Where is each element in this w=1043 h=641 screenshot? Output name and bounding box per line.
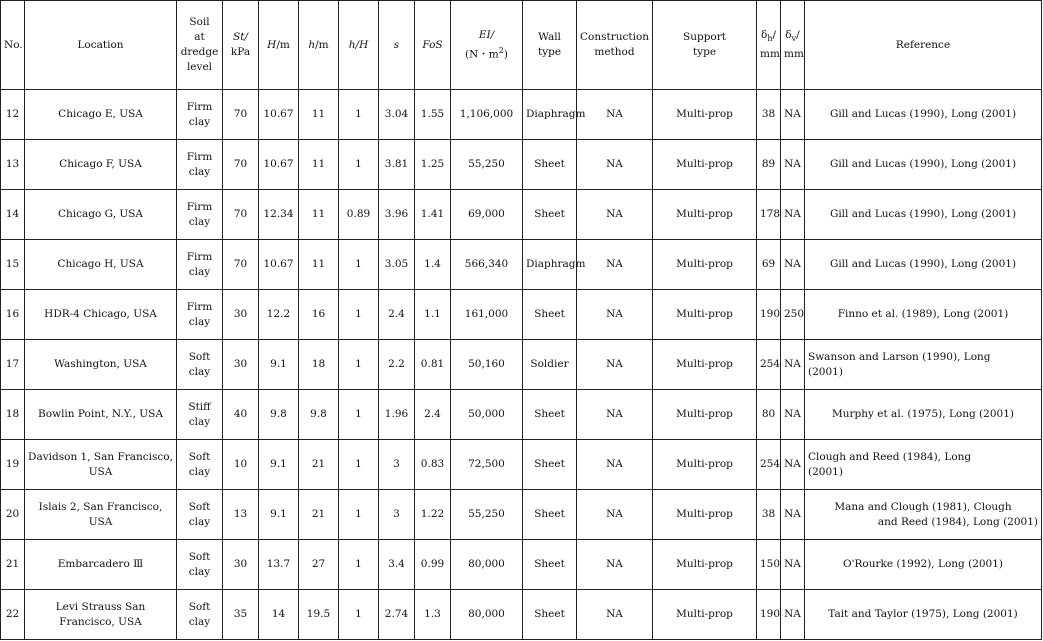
cell-construction: NA xyxy=(577,440,653,490)
cell-reference xyxy=(805,540,1042,590)
header-no: No. xyxy=(1,1,25,90)
cell-clay-thickness: 18 xyxy=(299,340,339,390)
table-row xyxy=(1,290,1042,340)
cell-wall-type: Diaphragm xyxy=(523,240,577,290)
header-soil-line: level xyxy=(186,61,213,73)
cell-reference xyxy=(805,340,1042,390)
header-support-line: Support xyxy=(683,31,726,43)
cell-delta-h: 38 xyxy=(757,490,781,540)
table-row xyxy=(1,440,1042,490)
cell-s: 2.4 xyxy=(379,290,415,340)
table-row xyxy=(1,90,1042,140)
cell-excavation-depth: 9.8 xyxy=(259,390,299,440)
header-delta-h xyxy=(757,1,781,90)
header-reference: Reference xyxy=(805,1,1042,90)
cell-reference xyxy=(805,590,1042,640)
cell-excavation-depth: 12.34 xyxy=(259,190,299,240)
cell-delta-h: 38 xyxy=(757,90,781,140)
header-st xyxy=(223,1,259,90)
cell-excavation-depth: 10.67 xyxy=(259,140,299,190)
header-soil xyxy=(177,1,223,90)
cell-s: 3.04 xyxy=(379,90,415,140)
cell-fos: 1.3 xyxy=(415,590,451,640)
cell-st: 40 xyxy=(223,390,259,440)
cell-support: Multi-prop xyxy=(653,140,757,190)
header-H-symbol: H xyxy=(267,38,277,51)
soil-line: clay xyxy=(188,565,211,578)
cell-delta-h: 190 xyxy=(757,290,781,340)
cell-st: 70 xyxy=(223,140,259,190)
cell-ei: 80,000 xyxy=(451,540,523,590)
reference-line: Gill and Lucas (1990), Long (2001) xyxy=(829,108,1017,120)
header-soil-line: Soil xyxy=(189,16,210,28)
cell-s: 2.74 xyxy=(379,590,415,640)
cell-h-over-H: 1 xyxy=(339,590,379,640)
cell-wall-type: Diaphragm xyxy=(523,90,577,140)
cell-support: Multi-prop xyxy=(653,590,757,640)
cell-h-over-H: 1 xyxy=(339,90,379,140)
cell-fos: 2.4 xyxy=(415,390,451,440)
cell-delta-h: 150 xyxy=(757,540,781,590)
cell-fos: 1.4 xyxy=(415,240,451,290)
cell-h-over-H: 0.89 xyxy=(339,190,379,240)
cell-fos: 0.99 xyxy=(415,540,451,590)
header-delta-h-slash: / xyxy=(772,29,777,42)
soil-line: Soft xyxy=(188,450,211,463)
soil-line: clay xyxy=(188,515,211,528)
header-ei-symbol: EI/ xyxy=(478,28,495,41)
cell-wall-type: Sheet xyxy=(523,540,577,590)
cell-ei: 72,500 xyxy=(451,440,523,490)
cell-soil xyxy=(177,340,223,390)
header-excavation-depth xyxy=(259,1,299,90)
cell-construction: NA xyxy=(577,390,653,440)
reference-line: Tait and Taylor (1975), Long (2001) xyxy=(828,608,1018,620)
header-row xyxy=(1,1,1042,90)
soil-line: clay xyxy=(188,165,211,178)
cell-wall-type: Sheet xyxy=(523,590,577,640)
cell-delta-h: 80 xyxy=(757,390,781,440)
header-ei-unit: (N・m xyxy=(465,48,499,61)
cell-reference xyxy=(805,390,1042,440)
cell-construction: NA xyxy=(577,240,653,290)
reference-line: Gill and Lucas (1990), Long (2001) xyxy=(829,208,1017,220)
reference-line: Mana and Clough (1981), Clough xyxy=(834,500,1012,513)
cell-clay-thickness: 21 xyxy=(299,490,339,540)
cell-soil xyxy=(177,540,223,590)
cell-no: 17 xyxy=(1,340,25,390)
cell-support: Multi-prop xyxy=(653,290,757,340)
cell-delta-h: 89 xyxy=(757,140,781,190)
cell-soil xyxy=(177,190,223,240)
header-ei xyxy=(451,1,523,90)
cell-fos: 0.83 xyxy=(415,440,451,490)
cell-ei: 80,000 xyxy=(451,590,523,640)
cell-delta-v: NA xyxy=(781,140,805,190)
header-construction-line: Construction xyxy=(580,31,650,43)
cell-location: HDR-4 Chicago, USA xyxy=(25,290,177,340)
soil-line: clay xyxy=(188,265,211,278)
soil-line: Soft xyxy=(188,550,211,563)
cell-clay-thickness: 11 xyxy=(299,140,339,190)
cell-h-over-H: 1 xyxy=(339,340,379,390)
cell-reference xyxy=(805,140,1042,190)
cell-location: Levi Strauss San Francisco, USA xyxy=(25,590,177,640)
cell-support: Multi-prop xyxy=(653,440,757,490)
cell-excavation-depth: 9.1 xyxy=(259,440,299,490)
soil-line: Soft xyxy=(188,350,211,363)
soil-line: clay xyxy=(188,415,211,428)
table-row xyxy=(1,390,1042,440)
header-H-unit: /m xyxy=(276,38,290,51)
reference-line: (2001) xyxy=(808,465,843,478)
cell-soil xyxy=(177,390,223,440)
cell-soil xyxy=(177,590,223,640)
cell-s: 3.96 xyxy=(379,190,415,240)
cell-clay-thickness: 9.8 xyxy=(299,390,339,440)
cell-delta-h: 190 xyxy=(757,590,781,640)
cell-clay-thickness: 11 xyxy=(299,190,339,240)
header-wall-type: Wall type xyxy=(523,1,577,90)
cell-fos: 0.81 xyxy=(415,340,451,390)
header-delta-v-sub: v xyxy=(791,34,797,44)
cell-delta-v: NA xyxy=(781,240,805,290)
header-st-unit: kPa xyxy=(230,46,251,58)
soil-line: clay xyxy=(188,465,211,478)
cell-construction: NA xyxy=(577,290,653,340)
cell-no: 20 xyxy=(1,490,25,540)
cell-soil xyxy=(177,490,223,540)
cell-delta-v: NA xyxy=(781,540,805,590)
header-construction xyxy=(577,1,653,90)
cell-wall-type: Sheet xyxy=(523,490,577,540)
reference-line: (2001) xyxy=(808,365,843,378)
cell-excavation-depth: 13.7 xyxy=(259,540,299,590)
cell-ei: 566,340 xyxy=(451,240,523,290)
cell-st: 70 xyxy=(223,240,259,290)
cell-no: 22 xyxy=(1,590,25,640)
cell-delta-v: NA xyxy=(781,90,805,140)
soil-line: Soft xyxy=(188,600,211,613)
cell-no: 12 xyxy=(1,90,25,140)
cell-no: 14 xyxy=(1,190,25,240)
cell-clay-thickness: 27 xyxy=(299,540,339,590)
cell-ei: 55,250 xyxy=(451,490,523,540)
cell-ei: 50,160 xyxy=(451,340,523,390)
cell-wall-type: Soldier xyxy=(523,340,577,390)
cell-st: 10 xyxy=(223,440,259,490)
header-delta-v xyxy=(781,1,805,90)
cell-s: 3.05 xyxy=(379,240,415,290)
cell-excavation-depth: 12.2 xyxy=(259,290,299,340)
cell-reference xyxy=(805,90,1042,140)
header-construction-line: method xyxy=(594,46,635,58)
cell-ei: 1,106,000 xyxy=(451,90,523,140)
cell-support: Multi-prop xyxy=(653,390,757,440)
cell-delta-h: 254 xyxy=(757,440,781,490)
reference-line: Finno et al. (1989), Long (2001) xyxy=(837,308,1009,320)
cell-delta-h: 254 xyxy=(757,340,781,390)
header-delta-h-symbol: δ xyxy=(760,29,768,42)
cell-clay-thickness: 11 xyxy=(299,90,339,140)
cell-soil xyxy=(177,90,223,140)
cell-h-over-H: 1 xyxy=(339,240,379,290)
cell-s: 3 xyxy=(379,490,415,540)
cell-h-over-H: 1 xyxy=(339,290,379,340)
cell-location: Chicago G, USA xyxy=(25,190,177,240)
header-h-unit: /m xyxy=(315,38,329,51)
cell-h-over-H: 1 xyxy=(339,540,379,590)
cell-location: Washington, USA xyxy=(25,340,177,390)
cell-soil xyxy=(177,290,223,340)
soil-line: Firm xyxy=(186,150,213,163)
cell-reference xyxy=(805,240,1042,290)
cell-excavation-depth: 9.1 xyxy=(259,490,299,540)
cell-h-over-H: 1 xyxy=(339,490,379,540)
header-delta-v-symbol: δ xyxy=(785,29,792,42)
cell-location: Chicago E, USA xyxy=(25,90,177,140)
table-row xyxy=(1,240,1042,290)
cell-construction: NA xyxy=(577,590,653,640)
reference-line: Gill and Lucas (1990), Long (2001) xyxy=(829,158,1017,170)
cell-st: 70 xyxy=(223,90,259,140)
cell-construction: NA xyxy=(577,340,653,390)
cell-support: Multi-prop xyxy=(653,490,757,540)
cell-no: 13 xyxy=(1,140,25,190)
table-row xyxy=(1,490,1042,540)
cell-excavation-depth: 9.1 xyxy=(259,340,299,390)
cell-location: Embarcadero Ⅲ xyxy=(25,540,177,590)
soil-line: Stiff xyxy=(188,400,211,413)
header-st-symbol: St/ xyxy=(233,31,248,43)
cell-support: Multi-prop xyxy=(653,340,757,390)
header-s: s xyxy=(379,1,415,90)
cell-support: Multi-prop xyxy=(653,190,757,240)
cell-st: 30 xyxy=(223,290,259,340)
cell-no: 19 xyxy=(1,440,25,490)
cell-soil xyxy=(177,240,223,290)
table-row xyxy=(1,590,1042,640)
cell-reference xyxy=(805,490,1042,540)
soil-line: Firm xyxy=(186,300,213,313)
cell-wall-type: Sheet xyxy=(523,290,577,340)
cell-excavation-depth: 10.67 xyxy=(259,90,299,140)
cell-excavation-depth: 14 xyxy=(259,590,299,640)
cell-s: 1.96 xyxy=(379,390,415,440)
header-delta-v-unit: mm xyxy=(784,47,804,60)
cell-fos: 1.41 xyxy=(415,190,451,240)
cell-construction: NA xyxy=(577,140,653,190)
cell-wall-type: Sheet xyxy=(523,390,577,440)
table-row xyxy=(1,140,1042,190)
cell-wall-type: Sheet xyxy=(523,190,577,240)
cell-ei: 161,000 xyxy=(451,290,523,340)
header-location: Location xyxy=(25,1,177,90)
cell-clay-thickness: 21 xyxy=(299,440,339,490)
reference-line: Gill and Lucas (1990), Long (2001) xyxy=(829,258,1017,270)
cell-soil xyxy=(177,140,223,190)
cell-support: Multi-prop xyxy=(653,540,757,590)
cell-location: Islais 2, San Francisco, USA xyxy=(25,490,177,540)
cell-delta-v: NA xyxy=(781,440,805,490)
cell-wall-type: Sheet xyxy=(523,440,577,490)
cell-h-over-H: 1 xyxy=(339,140,379,190)
cell-fos: 1.1 xyxy=(415,290,451,340)
header-fos: FoS xyxy=(415,1,451,90)
soil-line: Firm xyxy=(186,250,213,263)
cell-s: 3 xyxy=(379,440,415,490)
cell-st: 30 xyxy=(223,540,259,590)
cell-st: 70 xyxy=(223,190,259,240)
cell-fos: 1.55 xyxy=(415,90,451,140)
cell-support: Multi-prop xyxy=(653,240,757,290)
cell-excavation-depth: 10.67 xyxy=(259,240,299,290)
cell-clay-thickness: 11 xyxy=(299,240,339,290)
header-ei-exponent: 2 xyxy=(498,45,504,55)
header-delta-h-sub: h xyxy=(767,34,773,44)
cell-construction: NA xyxy=(577,190,653,240)
cell-no: 16 xyxy=(1,290,25,340)
cell-soil xyxy=(177,440,223,490)
header-h-over-H: h/H xyxy=(339,1,379,90)
cell-clay-thickness: 16 xyxy=(299,290,339,340)
table-row xyxy=(1,340,1042,390)
soil-line: clay xyxy=(188,215,211,228)
cell-fos: 1.25 xyxy=(415,140,451,190)
cell-delta-v: NA xyxy=(781,190,805,240)
cell-s: 3.4 xyxy=(379,540,415,590)
table-row xyxy=(1,540,1042,590)
cell-st: 13 xyxy=(223,490,259,540)
reference-line: and Reed (1984), Long (2001) xyxy=(877,515,1038,528)
header-delta-h-unit: mm xyxy=(760,47,780,60)
reference-line: Swanson and Larson (1990), Long xyxy=(808,350,991,363)
cell-location: Davidson 1, San Francisco, USA xyxy=(25,440,177,490)
cell-no: 21 xyxy=(1,540,25,590)
cell-st: 30 xyxy=(223,340,259,390)
soil-line: Firm xyxy=(186,200,213,213)
cell-delta-v: NA xyxy=(781,340,805,390)
cell-delta-v: NA xyxy=(781,390,805,440)
header-soil-line: at xyxy=(194,31,205,43)
cell-reference xyxy=(805,440,1042,490)
header-soil-line: dredge xyxy=(180,46,219,58)
cell-location: Chicago F, USA xyxy=(25,140,177,190)
cell-delta-v: 250 xyxy=(781,290,805,340)
header-h-symbol: h xyxy=(308,38,316,51)
table-row xyxy=(1,190,1042,240)
soil-line: Soft xyxy=(188,500,211,513)
reference-line: Murphy et al. (1975), Long (2001) xyxy=(832,408,1014,420)
cell-reference xyxy=(805,190,1042,240)
cell-support: Multi-prop xyxy=(653,90,757,140)
cell-delta-h: 69 xyxy=(757,240,781,290)
cell-no: 18 xyxy=(1,390,25,440)
header-support xyxy=(653,1,757,90)
cell-s: 3.81 xyxy=(379,140,415,190)
cell-reference xyxy=(805,290,1042,340)
reference-line: O'Rourke (1992), Long (2001) xyxy=(842,558,1004,570)
header-support-line: type xyxy=(692,46,717,58)
cell-construction: NA xyxy=(577,90,653,140)
header-delta-v-slash: / xyxy=(796,29,800,42)
soil-line: clay xyxy=(188,315,211,328)
cell-h-over-H: 1 xyxy=(339,390,379,440)
soil-line: Firm xyxy=(186,100,213,113)
cell-location: Bowlin Point, N.Y., USA xyxy=(25,390,177,440)
cell-delta-v: NA xyxy=(781,490,805,540)
cell-no: 15 xyxy=(1,240,25,290)
soil-line: clay xyxy=(188,115,211,128)
cell-construction: NA xyxy=(577,540,653,590)
cell-fos: 1.22 xyxy=(415,490,451,540)
soil-line: clay xyxy=(188,615,211,628)
cell-clay-thickness: 19.5 xyxy=(299,590,339,640)
cell-ei: 55,250 xyxy=(451,140,523,190)
reference-line: Clough and Reed (1984), Long xyxy=(808,450,972,463)
cell-ei: 50,000 xyxy=(451,390,523,440)
header-clay-thickness xyxy=(299,1,339,90)
cell-delta-h: 178 xyxy=(757,190,781,240)
cell-location: Chicago H, USA xyxy=(25,240,177,290)
cell-wall-type: Sheet xyxy=(523,140,577,190)
header-ei-close: ) xyxy=(503,48,508,61)
cell-ei: 69,000 xyxy=(451,190,523,240)
cell-st: 35 xyxy=(223,590,259,640)
soil-line: clay xyxy=(188,365,211,378)
cell-s: 2.2 xyxy=(379,340,415,390)
cell-construction: NA xyxy=(577,490,653,540)
cell-h-over-H: 1 xyxy=(339,440,379,490)
cell-delta-v: NA xyxy=(781,590,805,640)
